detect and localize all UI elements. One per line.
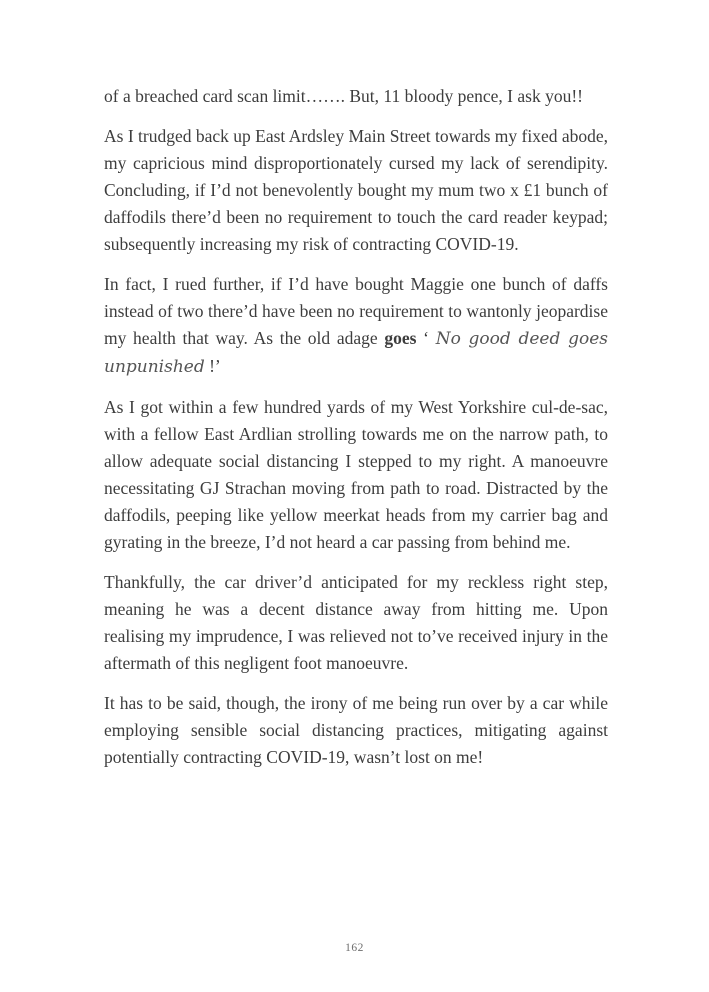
text-run: As I got within a few hundred yards of my West Yorkshire cul-de-sac, with a fellow East Ardlian strolling towards me on the narrow path, to allow adequate social distancing I stepped to my right. A manoeuvre necessitating GJ Strachan moving from path to road. Distracted by the daffodils, peeping like yellow meerkat heads from my carrier bag and gyrating in the breeze, I’d not heard a car passing from behind me.: [104, 397, 608, 552]
text-run: goes: [384, 328, 417, 348]
paragraph: [104, 271, 608, 381]
text-run: It has to be said, though, the irony of me being run over by a car while employing sensible social distancing practices, mitigating against potentially contracting COVID-19, wasn’t lost on me!: [104, 693, 608, 767]
page-number: 162: [345, 942, 364, 954]
text-run: of a breached card scan limit……. But, 11 bloody pence, I ask you!!: [104, 86, 583, 106]
paragraph: [104, 123, 608, 258]
text-run: Thankfully, the car driver’d anticipated for my reckless right step, meaning he was a decent distance away from hitting me. Upon realising my imprudence, I was relieved not to’ve received injury in the aftermath of this negligent foot manoeuvre.: [104, 572, 608, 673]
text-run: As I trudged back up East Ardsley Main Street towards my fixed abode, my capricious mind disproportionately cursed my lack of serendipity. Concluding, if I’d not benevolently bought my mum two x £1 bunch of daffodils there’d been no requirement to touch the card reader keypad; subsequently increasing my risk of contracting COVID-19.: [104, 126, 608, 254]
paragraph: [104, 569, 608, 677]
paragraph: [104, 690, 608, 771]
text-run: In fact, I rued further, if I’d have bought Maggie one bunch of daffs instead of two there’d have been no requirement to wantonly jeopardise my health that way. As the old adage: [104, 274, 608, 348]
page-text: [104, 83, 608, 784]
quoted-adage: No good deed goes unpunished: [104, 329, 609, 377]
text-run: ‘: [416, 328, 436, 348]
paragraph: [104, 394, 608, 556]
text-run: !’: [204, 356, 221, 376]
paragraph: [104, 83, 608, 110]
